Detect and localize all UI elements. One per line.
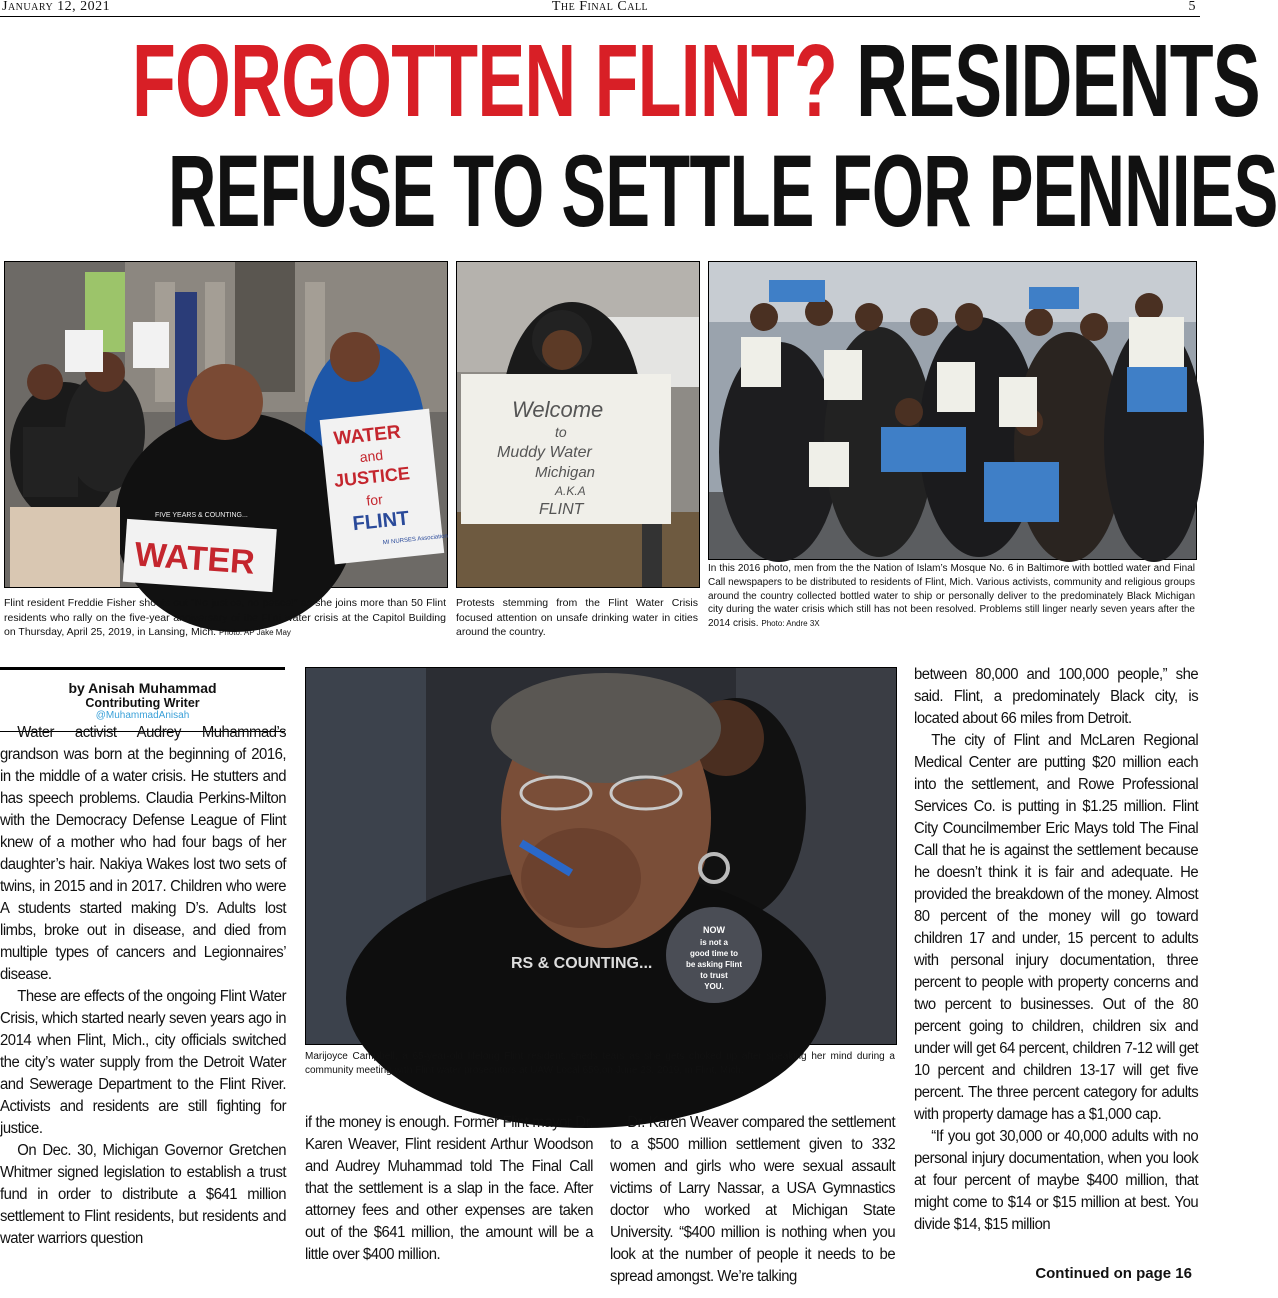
welcome-photo-image: [457, 262, 699, 587]
sign-to: to: [555, 424, 567, 440]
author-role: Contributing Writer: [85, 696, 200, 710]
continued-link[interactable]: Continued on page 16: [1035, 1265, 1192, 1282]
shirt-text: FIVE YEARS & COUNTING...: [155, 512, 248, 519]
sign-muddy: Muddy Water: [497, 444, 592, 461]
bottled-water-photo-image: [709, 262, 1196, 559]
col1-paragraph-1: Water activist Audrey Muhammad’s grandson was born at the beginning of 2016, in the middle of a water crisis. He stutters and has speech problems. Claudia Perkins-Milton with the Democracy Defense League of Flint knew of a mother who had four bags of her daughter’s hair. Nakiya Wakes lost two sets of twins, in 2015 and in 2017. Children who were A students started making D’s. Adults lost limbs, broke out in disease, and died from multiple types of cancers and Legionnaires’ disease.: [0, 724, 287, 983]
col3-paragraph-1: Dr. Karen Weaver compared the settlement to a $500 million settlement given to 332 women and girls who were sexual assault victims of Larry Nassar, a USA Gymnastics doctor who worked at Michigan State University. “$400 million is nothing when you look at the number of people it needs to be spread amongst. We’re talking: [610, 1114, 896, 1285]
col4-paragraph-1: between 80,000 and 100,000 people,” she said. Flint, a predominately Black city, is located about 66 miles from Detroit.: [914, 666, 1199, 727]
author-name: by Anisah Muhammad: [68, 680, 217, 696]
photo-rally: [4, 261, 448, 588]
button-line-4: be asking Flint: [685, 960, 743, 969]
article-column-2: [305, 1112, 593, 1266]
article-column-1: [0, 722, 286, 1250]
sign-aka: A.K.A: [555, 484, 586, 498]
caption-bottled-credit: Photo: Andre 3X: [761, 619, 820, 629]
caption-rally-credit: Photo: AP Jake May: [219, 628, 291, 638]
col4-paragraph-3: “If you got 30,000 or 40,000 adults with no personal injury documentation, when you look at four percent of maybe $400 million, that might come to $14 or $15 million at best. You divide $14, $15 million: [914, 1128, 1199, 1233]
author-handle: @MuhammadAnisah: [95, 710, 190, 721]
caption-main: Marijoyce Campbell, a 65-year-old lifelong Flint resident, sheds tears as she gets choked up after speaking her mind during a community meeting with Flint water prosecutors at UAW Local 659,on June 28, 2019, in Flint, Mich.: [305, 1051, 895, 1076]
sign-for: for: [365, 491, 384, 509]
sign-welcome: Welcome: [512, 397, 604, 422]
headline-red: FORGOTTEN FLINT?: [132, 24, 838, 139]
button-line-2: is not a: [699, 938, 729, 947]
button-line-1: NOW: [703, 925, 725, 935]
headline-line-1: [132, 24, 1260, 139]
sign-nurses: MI NURSES Association: [382, 533, 449, 547]
col1-paragraph-3: On Dec. 30, Michigan Governor Gretchen Whitmer signed legislation to establish a trust fund in order to distribute a $641 million settlement to Flint residents, but residents and water warriors question: [0, 1142, 287, 1247]
photo-bottled-water: [708, 261, 1197, 560]
sign-justice: JUSTICE: [333, 463, 411, 491]
page-number: 5: [1188, 0, 1196, 14]
article-column-3: [610, 1112, 895, 1288]
photo-main-campbell: [305, 667, 897, 1045]
headline-line-2: REFUSE TO SETTLE FOR PENNIES: [167, 133, 1278, 248]
caption-bottled-text: In this 2016 photo, men from the the Nation of Islam’s Mosque No. 6 in Baltimore with bottled water and Final Call newspapers to be distributed to residents of Flint, Mich. Various activists, community and religious groups around the country collected bottled water to ship or personally deliver to the predominately Black Michigan city during the water crisis which still has not been resolved. Problems still linger nearly seven years after the 2014 crisis.: [708, 563, 1195, 630]
photo-welcome-sign: [456, 261, 700, 588]
col2-paragraph-1: if the money is enough. Former Flint mayor Dr. Karen Weaver, Flint resident Arthur Woodson and Audrey Muhammad told The Final Call that the settlement is a slap in the face. After attorney fees and other expenses are taken out of the $641 million, the amount will be a little over $400 million.: [305, 1114, 593, 1263]
caption-rally-text: Flint resident Freddie Fisher shouts out “No justice, no peace!” as she joins more than 50 Flint residents who rally on the five-year anniversary of the Flint water crisis at the Capitol Building on Thursday, April 25, 2019, in Lansing, Mich.: [4, 597, 446, 639]
sign-and: and: [358, 446, 384, 466]
caption-bottled-water: [708, 562, 1195, 631]
main-photo-image: [306, 668, 896, 1044]
col4-paragraph-2: The city of Flint and McLaren Regional Medical Center are putting $20 million each into the settlement, and Rowe Professional Services Co. is putting in $1.25 million. Flint City Councilmember Eric Mays told The Final Call that he is against the settlement because he doesn’t think it is fair and adequate. He provided the breakdown of the money. Almost 80 percent of the money will go toward children 17 and under, 15 percent to adults with personal injury documentation, three percent to people with property concerns and two percent to businesses. Out of the 80 percent going to children, children six and under will get 64 percent, children 7-12 will get 10 percent and children 13-17 will get five percent. The three percent category for adults with property damage has a $1,000 cap.: [914, 732, 1199, 1123]
issue-date: January 12, 2021: [2, 0, 111, 14]
shirt-counting: RS & COUNTING...: [511, 955, 653, 972]
paper-name: The Final Call: [551, 0, 649, 14]
caption-rally: [4, 596, 446, 640]
col1-paragraph-2: These are effects of the ongoing Flint Water Crisis, which started nearly seven years ago in 2014 when Flint, Mich., city officials switched the city’s water supply from the Detroit Water and Sewerage Department to the Flint River. Activists and residents are still fighting for justice.: [0, 988, 287, 1137]
button-line-6: YOU.: [704, 982, 724, 991]
sign-flint-hand: FLINT: [539, 501, 584, 518]
sign-water: WATER: [332, 421, 402, 450]
sign-water-large: WATER: [133, 535, 256, 582]
headline-black: RESIDENTS: [856, 24, 1260, 139]
folio-line: [0, 0, 1200, 17]
button-line-3: good time to: [690, 949, 738, 958]
sign-michigan: Michigan: [535, 464, 596, 481]
caption-welcome: Protests stemming from the Flint Water Crisis focused attention on unsafe drinking water in cities around the country.: [456, 597, 698, 639]
sign-flint: FLINT: [351, 507, 411, 536]
article-column-4: [914, 664, 1198, 1236]
button-line-5: to trust: [700, 971, 728, 980]
rally-photo-image: [5, 262, 447, 587]
